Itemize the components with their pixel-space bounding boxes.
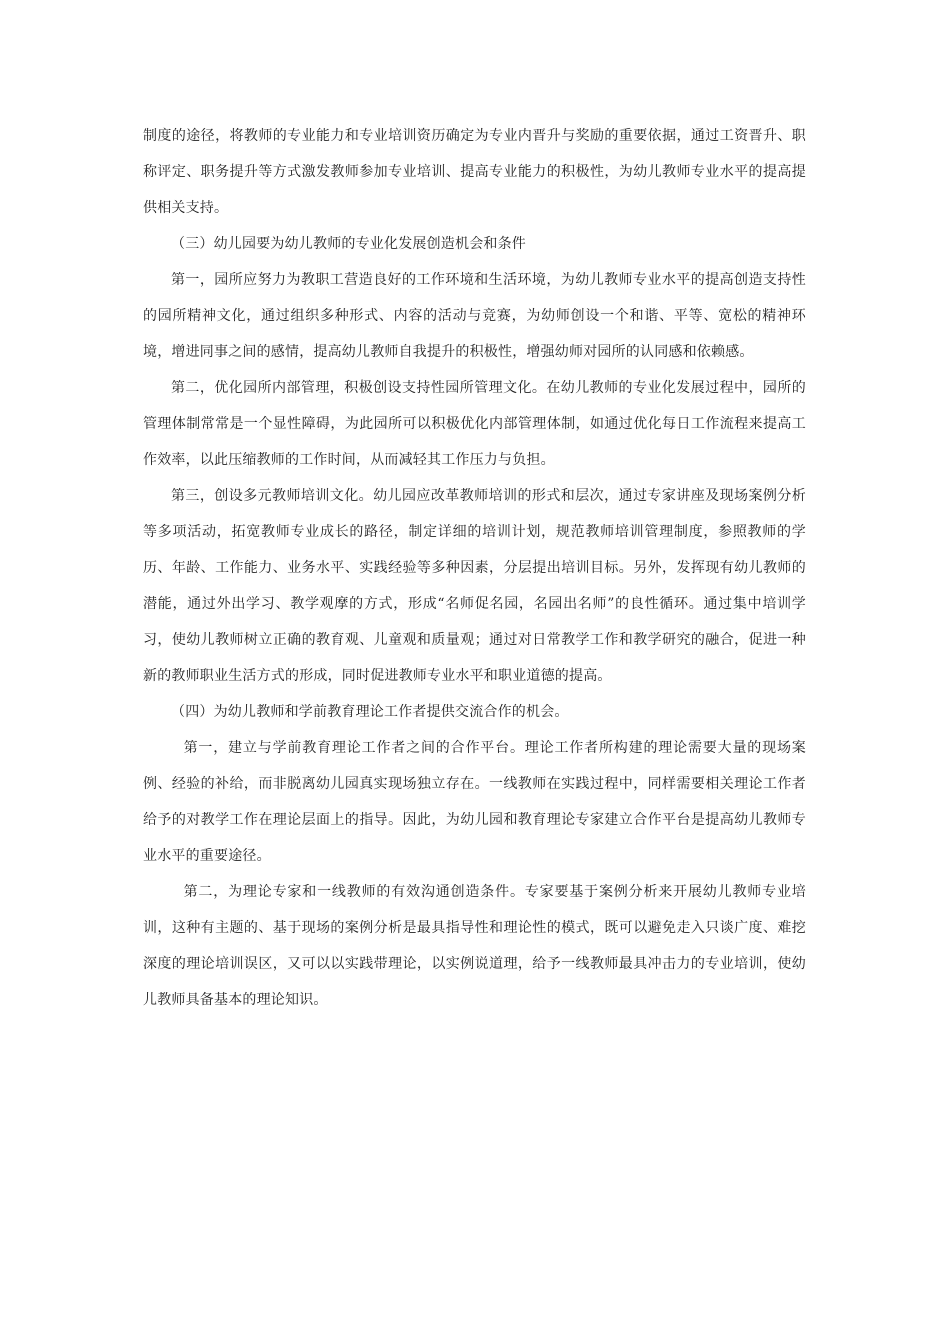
paragraph-continuation: 制度的途径，将教师的专业能力和专业培训资历确定为专业内晋升与奖励的重要依据，通过工资晋升、职称评定、职务提升等方式激发教师参加专业培训、提高专业能力的积极性，为幼儿教师专业水平的提高提供相关支持。 — [143, 128, 806, 216]
section-heading-3: （三）幼儿园要为幼儿教师的专业化发展创造机会和条件 — [171, 236, 526, 252]
paragraph-4-2: 第二，为理论专家和一线教师的有效沟通创造条件。专家要基于案例分析来开展幼儿教师专业培训，这种有主题的、基于现场的案例分析是最具指导性和理论性的模式，既可以避免走入只谈广度、难挖深度的理论培训误区，又可以以实践带理论，以实例说道理，给予一线教师最具冲击力的专业培训，使幼儿教师具备基本的理论知识。 — [143, 884, 806, 1008]
paragraph-4-1: 第一，建立与学前教育理论工作者之间的合作平台。理论工作者所构建的理论需要大量的现场案例、经验的补给，而非脱离幼儿园真实现场独立存在。一线教师在实践过程中，同样需要相关理论工作者给予的对教学工作在理论层面上的指导。因此，为幼儿园和教育理论专家建立合作平台是提高幼儿教师专业水平的重要途径。 — [143, 740, 806, 864]
paragraph-3-2: 第二，优化园所内部管理，积极创设支持性园所管理文化。在幼儿教师的专业化发展过程中，园所的管理体制常常是一个显性障碍，为此园所可以积极优化内部管理体制，如通过优化每日工作流程来提高工作效率，以此压缩教师的工作时间，从而减轻其工作压力与负担。 — [143, 380, 806, 468]
document-body — [143, 118, 806, 1018]
paragraph-3-1: 第一，园所应努力为教职工营造良好的工作环境和生活环境，为幼儿教师专业水平的提高创造支持性的园所精神文化，通过组织多种形式、内容的活动与竞赛，为幼师创设一个和谐、平等、宽松的精神环境，增进同事之间的感情，提高幼儿教师自我提升的积极性，增强幼师对园所的认同感和依赖感。 — [143, 272, 806, 360]
section-heading-4: （四）为幼儿教师和学前教育理论工作者提供交流合作的机会。 — [171, 704, 569, 720]
paragraph-3-3: 第三，创设多元教师培训文化。幼儿园应改革教师培训的形式和层次，通过专家讲座及现场案例分析等多项活动，拓宽教师专业成长的路径，制定详细的培训计划，规范教师培训管理制度，参照教师的学历、年龄、工作能力、业务水平、实践经验等多种因素，分层提出培训目标。另外，发挥现有幼儿教师的潜能，通过外出学习、教学观摩的方式，形成“名师促名园，名园出名师”的良性循环。通过集中培训学习，使幼儿教师树立正确的教育观、儿童观和质量观；通过对日常教学工作和教学研究的融合，促进一种新的教师职业生活方式的形成，同时促进教师专业水平和职业道德的提高。 — [143, 488, 806, 684]
